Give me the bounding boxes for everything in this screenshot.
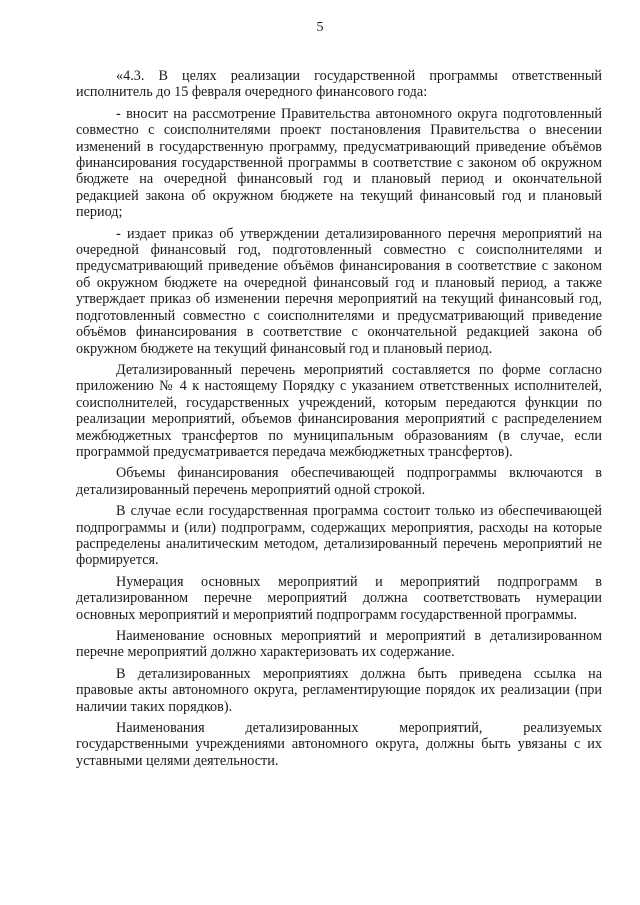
paragraph-intro: «4.3. В целях реализации государственной программы ответственный исполнитель до 15 февраля очередного финансового года: — [76, 68, 602, 101]
paragraph-case-exception: В случае если государственная программа состоит только из обеспечивающей подпрограммы и (или) подпрограмм, содержащих мероприятия, расходы на которые распределены аналитическим методом, детализированный перечень мероприятий не формируется. — [76, 503, 602, 569]
paragraph-detailed-list: Детализированный перечень мероприятий составляется по форме согласно приложению № 4 к настоящему Порядку с указанием ответственных исполнителей, соисполнителей, государственных учреждений, которым передаются функции по реализации мероприятий, объемов финансирования мероприятий с распределением межбюджетных трансфертов по муниципальным образованиям (в случае, если программой предусматривается передача межбюджетных трансфертов). — [76, 361, 602, 460]
paragraph-item-order: - издает приказ об утверждении детализированного перечня мероприятий на очередной финансовый год, подготовленный совместно с соисполнителями и предусматривающий приведение объёмов финансирования в соответствие с законом об окружном бюджете на очередной финансовый год и плановый период, а также утверждает приказ об изменении перечня мероприятий на текущий финансовый год, подготовленный совместно с соисполнителями и предусматривающий приведение объёмов финансирования в соответствие с окончательной редакцией закона об окружном бюджете на текущий финансовый год и плановый период. — [76, 225, 602, 357]
page-number: 5 — [316, 20, 324, 35]
paragraph-numbering: Нумерация основных мероприятий и мероприятий подпрограмм в детализированном перечне мероприятий должна соответствовать нумерации основных мероприятий и мероприятий подпрограмм государственной программы. — [76, 573, 602, 623]
document-body — [76, 68, 602, 774]
paragraph-financing-volumes: Объемы финансирования обеспечивающей подпрограммы включаются в детализированный перечень мероприятий одной строкой. — [76, 465, 602, 498]
paragraph-legal-reference: В детализированных мероприятиях должна быть приведена ссылка на правовые акты автономного округа, регламентирующие порядок их реализации (при наличии таких порядков). — [76, 665, 602, 715]
paragraph-institution-names: Наименования детализированных мероприятий, реализуемых государственными учреждениями автономного округа, должны быть увязаны с их уставными целями деятельности. — [76, 720, 602, 769]
paragraph-item-submit: - вносит на рассмотрение Правительства автономного округа подготовленный совместно с соисполнителями проект постановления Правительства о внесении изменений в государственную программу, предусматривающий приведение объёмов финансирования государственной программы в соответствие с законом об окружном бюджете на очередной финансовый год и плановый период и окончательной редакцией закона об окружном бюджете на текущий финансовый год и плановый период; — [76, 105, 602, 221]
paragraph-naming: Наименование основных мероприятий и мероприятий в детализированном перечне мероприятий должно характеризовать их содержание. — [76, 628, 602, 661]
